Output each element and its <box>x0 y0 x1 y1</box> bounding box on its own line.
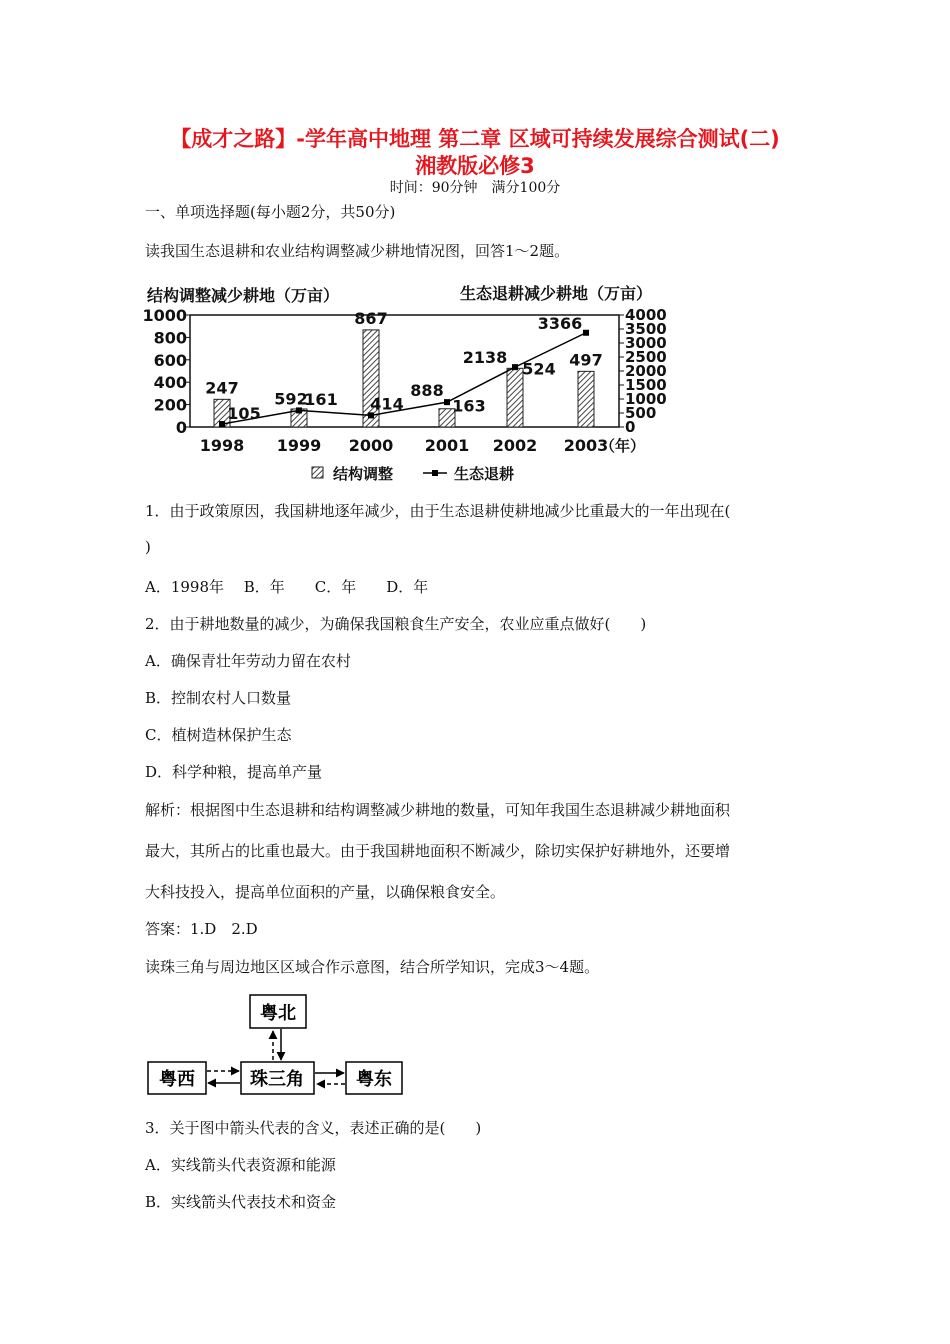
analysis-line-2: 最大，其所占的比重也最大。由于我国耕地面积不断减少，除切实保护好耕地外，还要增 <box>145 842 731 860</box>
legend-line-marker <box>432 470 438 476</box>
left-ticks <box>142 306 190 437</box>
analysis-line-1: 解析：根据图中生态退耕和结构调整减少耕地的数量，可知年我国生态退耕减少耕地面积 <box>145 801 731 819</box>
right-tick-label: 0 <box>625 418 636 436</box>
line-point-2002 <box>512 364 518 370</box>
left-tick-label: 0 <box>175 418 187 437</box>
x-ticks <box>200 436 609 455</box>
farmland-chart <box>140 276 680 496</box>
line-path <box>222 333 586 424</box>
question-2-option-c: C．植树造林保护生态 <box>145 726 292 744</box>
bar-2002 <box>507 368 523 427</box>
answer-line: 答案：1.D 2.D <box>145 920 258 938</box>
section-heading: 一、单项选择题(每小题2分，共50分) <box>145 203 396 221</box>
question-2-option-b: B．控制农村人口数量 <box>145 689 292 707</box>
right-tick-label: 3500 <box>625 320 667 338</box>
question-2: 2．由于耕地数量的减少，为确保我国粮食生产安全，农业应重点做好( ) <box>145 615 647 633</box>
question-3: 3．关于图中箭头代表的含义，表述正确的是( ) <box>145 1119 482 1137</box>
x-axis-unit: （年） <box>600 437 646 455</box>
right-tick-label: 500 <box>625 404 657 422</box>
doc-title-line2: 湘教版必修3 <box>415 154 535 178</box>
right-tick-label: 3000 <box>625 334 667 352</box>
legend-bar-label: 结构调整 <box>333 465 394 483</box>
right-tick-label: 1000 <box>625 390 667 408</box>
line-point-2003 <box>583 330 589 336</box>
legend-bar-swatch <box>312 467 323 478</box>
line-label-2003: 3366 <box>537 313 583 333</box>
label-east: 粤东 <box>356 1069 392 1090</box>
label-west: 粤西 <box>159 1069 195 1090</box>
left-tick-label: 400 <box>153 373 187 393</box>
legend-line-label: 生态退耕 <box>454 465 515 483</box>
x-tick-label: 2003 <box>563 436 609 455</box>
intro-chart: 读我国生态退耕和农业结构调整减少耕地情况图，回答1～2题。 <box>145 242 570 260</box>
question-1-end: ) <box>145 538 151 556</box>
left-axis-title: 结构调整减少耕地（万亩） <box>147 286 340 305</box>
x-tick-label: 2001 <box>424 436 470 455</box>
bar-label-1998: 247 <box>205 378 239 398</box>
bar-label-1999: 161 <box>304 389 338 409</box>
question-1: 1．由于政策原因，我国耕地逐年减少，由于生态退耕使耕地减少比重最大的一年出现在( <box>145 502 731 520</box>
bar-label-2003: 497 <box>569 350 603 370</box>
right-tick-label: 2000 <box>625 362 667 380</box>
exam-meta: 时间：90分钟 满分100分 <box>389 180 561 196</box>
question-2-option-d: D．科学种粮，提高单产量 <box>145 763 323 781</box>
left-tick-label: 600 <box>153 350 187 370</box>
right-tick-label: 1500 <box>625 376 667 394</box>
right-tick-label: 2500 <box>625 348 667 366</box>
line-label-2000: 414 <box>370 394 404 414</box>
regional-cooperation-diagram <box>140 990 410 1095</box>
bar-label-2002: 524 <box>522 359 556 379</box>
question-3-option-a: A．实线箭头代表资源和能源 <box>145 1156 336 1174</box>
bar-label-2001: 163 <box>452 396 486 416</box>
line-label-1998: 105 <box>227 404 261 424</box>
line-label-1999: 592 <box>274 389 308 409</box>
line-label-2001: 888 <box>410 381 444 401</box>
line-label-2002: 2138 <box>462 348 508 368</box>
doc-title-line1: 【成才之路】-学年高中地理 第二章 区域可持续发展综合测试(二) <box>170 127 780 151</box>
right-ticks <box>619 306 667 436</box>
left-tick-label: 200 <box>153 395 187 415</box>
left-tick-label: 1000 <box>142 306 187 325</box>
bar-2003 <box>578 371 594 427</box>
line-point-1998 <box>219 421 225 427</box>
x-tick-label: 2002 <box>492 436 538 455</box>
question-2-option-a: A．确保青壮年劳动力留在农村 <box>145 652 351 670</box>
bar-label-2000: 867 <box>354 308 388 328</box>
left-tick-label: 800 <box>153 328 187 348</box>
right-tick-label: 4000 <box>625 306 667 324</box>
x-tick-label: 1998 <box>199 436 245 455</box>
question-1-options: A．1998年 B．年 C．年 D．年 <box>145 578 429 596</box>
intro-diagram: 读珠三角与周边地区区域合作示意图，结合所学知识，完成3～4题。 <box>145 958 600 976</box>
right-axis-title: 生态退耕减少耕地（万亩） <box>460 284 653 303</box>
analysis-line-3: 大科技投入，提高单位面积的产量，以确保粮食安全。 <box>145 883 506 901</box>
label-center: 珠三角 <box>250 1069 304 1090</box>
x-tick-label: 2000 <box>348 436 394 455</box>
x-tick-label: 1999 <box>276 436 322 455</box>
label-north: 粤北 <box>260 1003 296 1024</box>
question-3-option-b: B．实线箭头代表技术和资金 <box>145 1193 337 1211</box>
line-point-2001 <box>444 399 450 405</box>
